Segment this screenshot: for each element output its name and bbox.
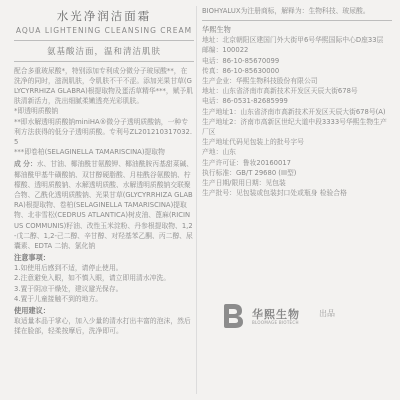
left-column: [14, 6, 194, 336]
trademark-note: BIOHYALUX为注册商标，解释为：生物科技、玻尿酸。: [202, 7, 370, 15]
manufacturer-info: 地址：北京朝阳区建国门外大街甲6号华熙国际中心D座33层 邮编：100022 电话：86-10-85670099 传真：86-10-85630000 生产企业：华熙生物科技股份有限公司 地址：山东省济南市高新技术开发区天辰大街678号 电话：86-0531-82685999 生产地址1：山东省济南市高新技术开发区天辰大街678号(A) 生产地址2：济南市高新区世纪大道中段3333号华熙生物生产厂区 生产地址代码见包装上的批号字号 产地：山东: [202, 36, 387, 157]
license-info: 生产许可证：鲁妆20160017 执行标准：GB/T 29680 (III型) 生产日期/限用日期：见包装 生产批号：见包装或包装封口处或瓶身 检验合格: [202, 158, 347, 198]
trademark-rule: [202, 20, 392, 21]
bloomage-logo-icon: [220, 302, 246, 330]
title-rule: [14, 40, 194, 41]
ingredients-block: [14, 159, 194, 251]
logo-text-cn: 华熙生物: [252, 308, 300, 321]
product-description: 配合多重玻尿酸*，特别添加专利成分微分子玻尿酸**，在洗净的同时，滋润肌肤，令肌肤不干不涩。添加光果甘草(GLYCYRRHIZA GLABRA)根提取物及蛋活草精华***，赋予肌肤清新活力，洗出细腻柔嫩透亮光彩肌肤。 *即透明质酸钠 **即水解透明质酸钠miniHA®微分子透明质酸钠，一种专利方法获得的低分子透明质酸。专利号ZL201210317032.5 ***即卷柏(SELAGINELLA TAMARISCINA)提取物: [14, 66, 194, 157]
notes-text: 1.如使用后感到不适，请停止使用。 2.注意避免入眼，如不慎入眼，请立即用清水冲洗。 3.置于阴凉干燥处，建议避光保存。 4.置于儿童接触不到的地方。: [14, 264, 171, 303]
brand-logo: [220, 302, 380, 332]
ingredients-label: 成 分：: [14, 160, 37, 169]
product-subtitle: 氨基酸洁面，温和清洁肌肤: [46, 46, 161, 57]
usage-text: 取适量本品于掌心，加入少量的清水打出丰富的泡沫，然后揉在脸部，轻柔按摩后，洗净即可。: [14, 316, 191, 336]
notes-title: 注意事项：: [14, 253, 50, 263]
column-divider: [196, 6, 197, 394]
logo-text-en: BLOOMAGE BIOTECH: [252, 320, 299, 325]
product-title-en: AQUA LIGHTENING CLEANSING CREAM: [15, 26, 193, 35]
right-column: [202, 6, 392, 198]
product-title-cn: 水光净润洁面霜: [56, 9, 152, 23]
subtitle-rule: [14, 61, 194, 62]
ingredients-list: 水、甘油、椰油酰甘氨酸钾、椰油酰胺丙基甜菜碱、椰油酰甲基牛磺酸钠、双甘醇硬脂酸、月桂酰谷氨酸钠、柠檬酸、透明质酸钠、水解透明质酸、水解透明质酸钠交联聚合物、乙酰化透明质酸钠、光果甘草(GLYCYRRHIZA GLABRA)根提取物、卷柏(SELAGINELLA TAMARISCINA)提取物、北非雪松(CEDRUS ATLANTICA)树皮油、蓖麻(RICINUS COMMUNIS)籽油、改性玉米淀粉、丹参根提取物、1,2-戊二醇、1,2-己二醇、辛甘醇、对羟基苯乙酮、丙二醇、尿囊素、EDTA 二钠、氯化钠: [14, 160, 194, 250]
manufacturer-label: 华熙生物: [202, 25, 231, 35]
logo-suffix: 出品: [319, 309, 335, 318]
usage-title: 使用建议：: [14, 305, 50, 315]
